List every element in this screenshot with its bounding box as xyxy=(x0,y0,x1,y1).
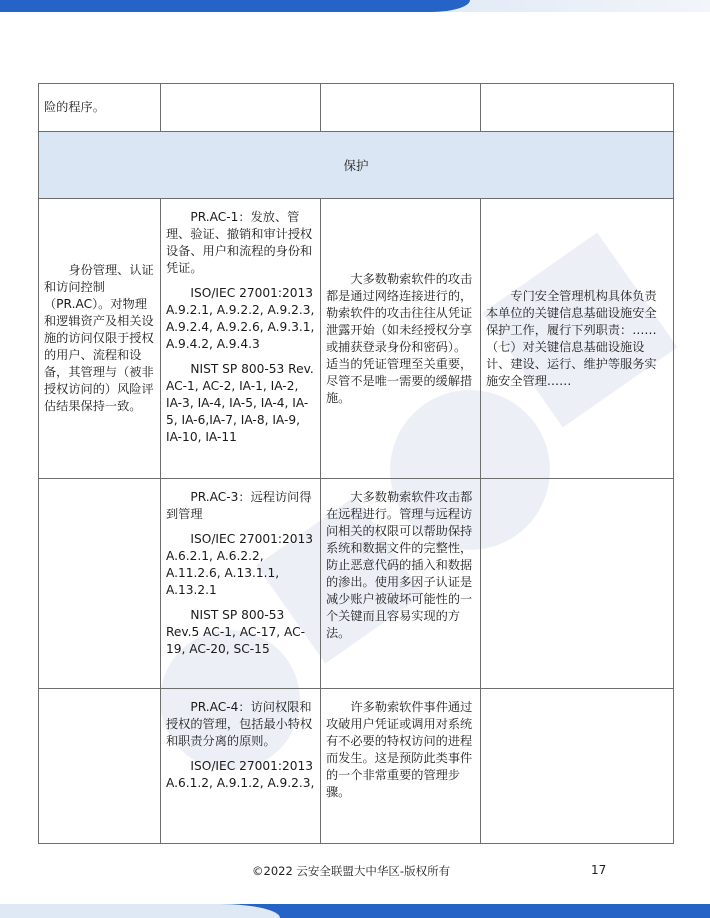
category-cell xyxy=(39,199,161,479)
nist-reference-text: NIST SP 800-53 Rev.5 AC-1, AC-17, AC-19, AC-20, SC-15 xyxy=(166,608,306,656)
table-row xyxy=(39,689,674,844)
iso-reference-text: ISO/IEC 27001:2013 A.9.2.1, A.9.2.2, A.9.2.3, A.9.2.4, A.9.2.6, A.9.3.1, A.9.4.2, A.9.4.3 xyxy=(166,286,315,351)
top-decorative-bar xyxy=(0,0,710,12)
subcategory-text: PR.AC-3：远程访问得到管理 xyxy=(166,490,312,521)
regulation-cell xyxy=(481,199,674,479)
table-row xyxy=(39,84,674,132)
category-cell xyxy=(39,479,161,689)
bottom-decorative-bar xyxy=(0,904,710,918)
table-cell xyxy=(481,84,674,132)
copyright-text: ©2022 云安全联盟大中华区-版权所有 xyxy=(252,864,451,878)
reference-cell xyxy=(161,689,321,844)
section-header-row xyxy=(39,132,674,199)
ransomware-note-cell xyxy=(321,199,481,479)
section-header-protect: 保护 xyxy=(39,132,674,199)
ransomware-note-text: 大多数勒索软件攻击都在远程进行。管理与远程访问相关的权限可以帮助保持系统和数据文件的完整性，防止恶意代码的插入和数据的渗出。使用多因子认证是减少账户被破坏可能性的一个关键而且容易实现的方法。 xyxy=(326,490,473,640)
table-cell xyxy=(321,84,481,132)
regulation-text: 专门安全管理机构具体负责本单位的关键信息基础设施安全保护工作，履行下列职责：……（七）对关键信息基础设施设计、建设、运行、维护等服务实施安全管理…… xyxy=(486,288,657,388)
cybersecurity-framework-table xyxy=(38,83,674,844)
category-text: 身份管理、认证和访问控制（PR.AC）。对物理和逻辑资产及相关设施的访问仅限于授权的用户、流程和设备，其管理与（被非授权访问的）风险评估结果保持一致。 xyxy=(44,263,154,413)
subcategory-text: PR.AC-1：发放、管理、验证、撤销和审计授权设备、用户和流程的身份和凭证。 xyxy=(166,210,313,275)
page-footer xyxy=(0,863,710,879)
page-number: 17 xyxy=(591,863,607,877)
ransomware-note-cell xyxy=(321,689,481,844)
ransomware-note-text: 许多勒索软件事件通过攻破用户凭证或调用对系统有不必要的特权访问的进程而发生。这是预防此类事件的一个非常重要的管理步骤。 xyxy=(326,700,473,799)
regulation-cell xyxy=(481,689,674,844)
subcategory-text: PR.AC-4：访问权限和授权的管理，包括最小特权和职责分离的原则。 xyxy=(166,700,313,748)
ransomware-note-cell xyxy=(321,479,481,689)
iso-reference-text: ISO/IEC 27001:2013 A.6.1.2, A.9.1.2, A.9.2.3, xyxy=(166,759,315,790)
iso-reference-text: ISO/IEC 27001:2013 A.6.2.1, A.6.2.2, A.11.2.6, A.13.1.1, A.13.2.1 xyxy=(166,532,313,597)
regulation-cell xyxy=(481,479,674,689)
table-cell: 险的程序。 xyxy=(39,84,161,132)
nist-reference-text: NIST SP 800-53 Rev. AC-1, AC-2, IA-1, IA-2, IA-3, IA-4, IA-5, IA-4, IA-5, IA-6,IA-7, IA-8, IA-9, IA-10, IA-11 xyxy=(166,362,314,444)
table-cell xyxy=(161,84,321,132)
ransomware-note-text: 大多数勒索软件的攻击都是通过网络连接进行的，勒索软件的攻击往往从凭证泄露开始（如未经授权分享或捕获登录身份和密码）。适当的凭证管理至关重要，尽管不是唯一需要的缓解措施。 xyxy=(326,271,473,405)
reference-cell xyxy=(161,199,321,479)
table-row xyxy=(39,199,674,479)
reference-cell xyxy=(161,479,321,689)
table-row xyxy=(39,479,674,689)
category-cell xyxy=(39,689,161,844)
